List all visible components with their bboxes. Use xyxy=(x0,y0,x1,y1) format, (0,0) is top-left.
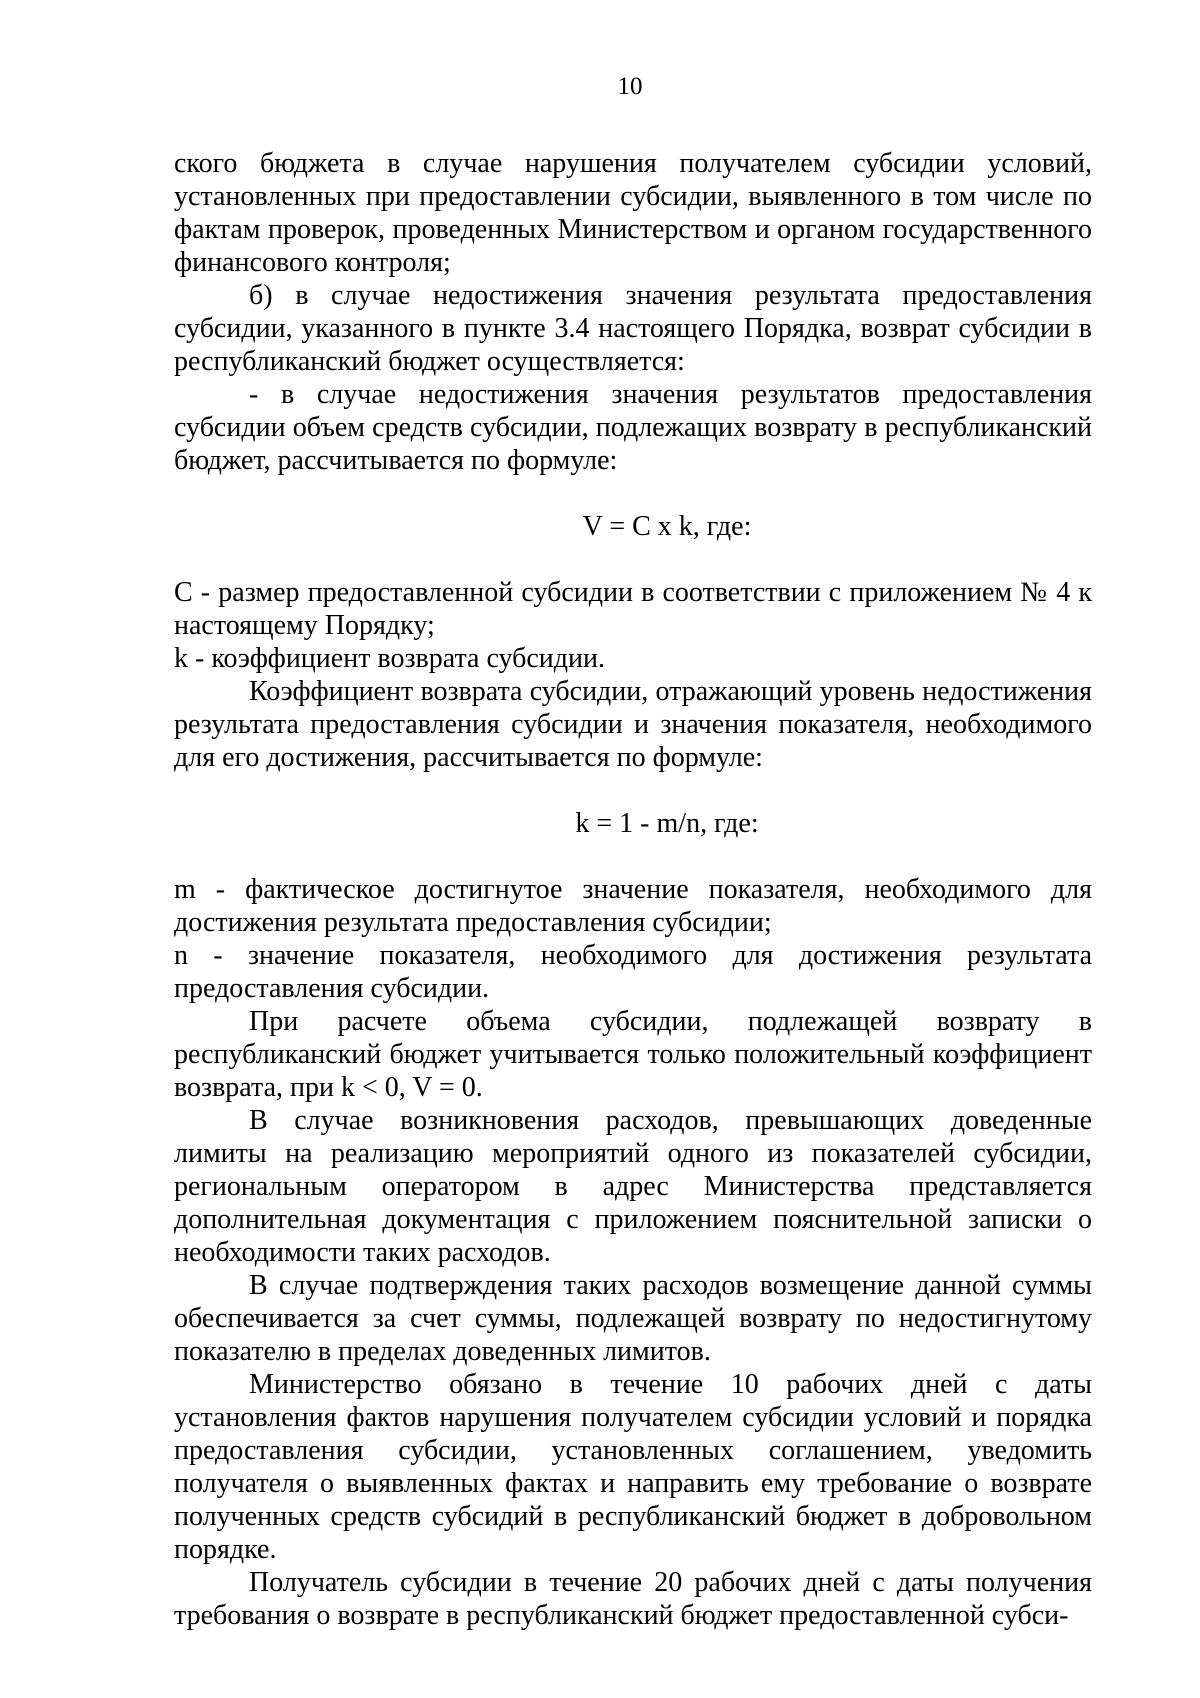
formula-coefficient: k = 1 - m/n, где: xyxy=(575,808,759,839)
paragraph-positive-coefficient: При расчете объема субсидии, подлежащей возврату в республиканский бюджет учитывается только положительный коэффициент возврата, при k < 0, V = 0. xyxy=(174,1006,1092,1103)
paragraph-ministry-obligation: Министерство обязано в течение 10 рабочих дней с даты установления фактов нарушения получателем субсидии условий и порядка предоставления субсидии, установленных соглашением, уведомить получателя о выявленных фактах и направить ему требование о возврате полученных средств субсидий в республиканский бюджет в добровольном порядке. xyxy=(174,1369,1092,1565)
definition-n: n - значение показателя, необходимого для достижения результата предоставления субсидии. xyxy=(174,940,1092,1004)
paragraph-budget-violation: ского бюджета в случае нарушения получателем субсидии условий, установленных при предоставлении субсидии, выявленного в том числе по фактам проверок, проведенных Министерством и органом государственного финансового контроля; xyxy=(174,148,1092,278)
paragraph-excess-expenses: В случае возникновения расходов, превышающих доведенные лимиты на реализацию мероприятий одного из показателей субсидии, региональным оператором в адрес Министерства представляется дополнительная документация с приложением пояснительной записки о необходимости таких расходов. xyxy=(174,1105,1092,1268)
paragraph-expense-confirmation: В случае подтверждения таких расходов возмещение данной суммы обеспечивается за счет суммы, подлежащей возврату по недостигнутому показателю в пределах доведенных лимитов. xyxy=(174,1270,1092,1367)
definition-c: C - размер предоставленной субсидии в соответствии с приложением № 4 к настоящему Порядку; xyxy=(174,577,1092,641)
document-body xyxy=(174,147,1092,1632)
definition-k: k - коэффициент возврата субсидии. xyxy=(174,643,606,674)
paragraph-calculation-intro: - в случае недостижения значения результатов предоставления субсидии объем средств субсидии, подлежащих возврату в республиканский бюджет, рассчитывается по формуле: xyxy=(174,379,1092,476)
page-number: 10 xyxy=(617,73,643,100)
paragraph-recipient-return: Получатель субсидии в течение 20 рабочих дней с даты получения требования о возврате в республиканский бюджет предоставленной субси- xyxy=(174,1567,1092,1631)
formula-return-volume: V = C x k, где: xyxy=(582,511,752,542)
paragraph-item-b: б) в случае недостижения значения результата предоставления субсидии, указанного в пункте 3.4 настоящего Порядка, возврат субсидии в республиканский бюджет осуществляется: xyxy=(174,280,1092,377)
paragraph-coefficient-intro: Коэффициент возврата субсидии, отражающий уровень недостижения результата предоставления субсидии и значения показателя, необходимого для его достижения, рассчитывается по формуле: xyxy=(174,676,1092,773)
definition-m: m - фактическое достигнутое значение показателя, необходимого для достижения результата предоставления субсидии; xyxy=(174,874,1092,938)
